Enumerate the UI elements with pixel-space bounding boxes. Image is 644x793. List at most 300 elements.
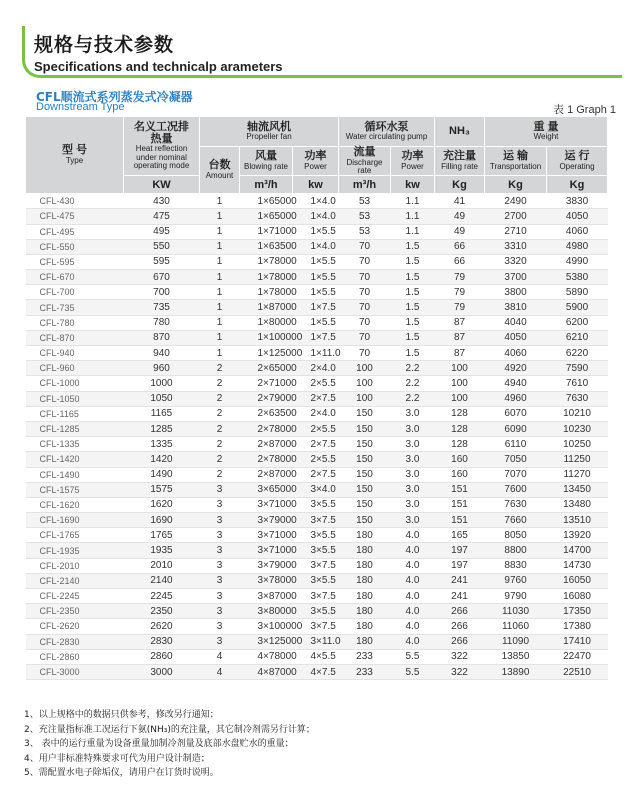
cell-fan-power: 2×7.5 — [293, 437, 339, 452]
cell-filling-rate: 151 — [435, 497, 485, 512]
cell-heat: 2830 — [124, 634, 200, 649]
cell-blowing-rate: 2×79000 — [240, 391, 293, 406]
cell-operating-weight: 4990 — [547, 254, 608, 269]
cell-fan-power: 2×5.5 — [293, 421, 339, 436]
cell-blowing-rate: 3×71000 — [240, 497, 293, 512]
cell-blowing-rate: 2×87000 — [240, 437, 293, 452]
cell-fan-power: 2×5.5 — [293, 376, 339, 391]
header-filling-rate: 充注量 Filling rate — [435, 147, 485, 176]
cell-fan-power: 4×5.5 — [293, 649, 339, 664]
table-row — [26, 194, 608, 209]
cell-model: CFL-2245 — [26, 589, 124, 604]
cell-heat: 475 — [124, 209, 200, 224]
cell-amount: 2 — [200, 391, 240, 406]
cell-filling-rate: 66 — [435, 239, 485, 254]
cell-operating-weight: 5890 — [547, 285, 608, 300]
cell-discharge-rate: 70 — [339, 330, 391, 345]
cell-model: CFL-1575 — [26, 482, 124, 497]
cell-amount: 3 — [200, 513, 240, 528]
cell-blowing-rate: 4×87000 — [240, 664, 293, 679]
cell-filling-rate: 100 — [435, 376, 485, 391]
cell-pump-power: 1.1 — [391, 224, 435, 239]
header-weight: 重 量 Weight — [485, 117, 608, 147]
table-row — [26, 589, 608, 604]
cell-amount: 1 — [200, 254, 240, 269]
cell-fan-power: 3×7.5 — [293, 513, 339, 528]
cell-blowing-rate: 3×71000 — [240, 543, 293, 558]
cell-filling-rate: 266 — [435, 634, 485, 649]
cell-blowing-rate: 1×78000 — [240, 270, 293, 285]
cell-discharge-rate: 70 — [339, 270, 391, 285]
cell-model: CFL-1935 — [26, 543, 124, 558]
cell-filling-rate: 87 — [435, 330, 485, 345]
cell-discharge-rate: 150 — [339, 513, 391, 528]
cell-model: CFL-700 — [26, 285, 124, 300]
cell-discharge-rate: 150 — [339, 482, 391, 497]
cell-amount: 1 — [200, 209, 240, 224]
cell-amount: 1 — [200, 239, 240, 254]
cell-heat: 735 — [124, 300, 200, 315]
cell-operating-weight: 17380 — [547, 619, 608, 634]
table-row — [26, 330, 608, 345]
cell-model: CFL-780 — [26, 315, 124, 330]
cell-operating-weight: 4060 — [547, 224, 608, 239]
cell-amount: 3 — [200, 634, 240, 649]
table-row — [26, 406, 608, 421]
cell-operating-weight: 17350 — [547, 604, 608, 619]
header-nh3: NH₃ — [435, 117, 485, 147]
cell-pump-power: 2.2 — [391, 361, 435, 376]
cell-pump-power: 3.0 — [391, 482, 435, 497]
cell-pump-power: 3.0 — [391, 452, 435, 467]
cell-discharge-rate: 180 — [339, 528, 391, 543]
cell-amount: 1 — [200, 224, 240, 239]
cell-amount: 3 — [200, 558, 240, 573]
cell-model: CFL-1690 — [26, 513, 124, 528]
table-row — [26, 361, 608, 376]
cell-amount: 3 — [200, 619, 240, 634]
cell-amount: 2 — [200, 361, 240, 376]
cell-blowing-rate: 1×63500 — [240, 239, 293, 254]
cell-model: CFL-1490 — [26, 467, 124, 482]
cell-discharge-rate: 53 — [339, 224, 391, 239]
table-row — [26, 634, 608, 649]
cell-filling-rate: 41 — [435, 194, 485, 209]
cell-blowing-rate: 4×78000 — [240, 649, 293, 664]
cell-discharge-rate: 180 — [339, 543, 391, 558]
cell-discharge-rate: 53 — [339, 194, 391, 209]
notes-list — [24, 708, 315, 781]
cell-transport-weight: 6070 — [485, 406, 547, 421]
table-row — [26, 543, 608, 558]
cell-amount: 2 — [200, 467, 240, 482]
cell-heat: 2010 — [124, 558, 200, 573]
cell-operating-weight: 4980 — [547, 239, 608, 254]
cell-heat: 430 — [124, 194, 200, 209]
cell-heat: 1490 — [124, 467, 200, 482]
cell-operating-weight: 7610 — [547, 376, 608, 391]
cell-pump-power: 1.5 — [391, 285, 435, 300]
cell-discharge-rate: 233 — [339, 664, 391, 679]
note-item: 4、用户非标准特殊要求可代为用户设计制造； — [24, 753, 210, 764]
cell-pump-power: 3.0 — [391, 437, 435, 452]
cell-pump-power: 1.5 — [391, 254, 435, 269]
cell-discharge-rate: 100 — [339, 361, 391, 376]
table-row — [26, 467, 608, 482]
table-row — [26, 391, 608, 406]
cell-filling-rate: 322 — [435, 664, 485, 679]
cell-model: CFL-1000 — [26, 376, 124, 391]
cell-amount: 1 — [200, 300, 240, 315]
cell-model: CFL-475 — [26, 209, 124, 224]
cell-filling-rate: 49 — [435, 224, 485, 239]
cell-heat: 1620 — [124, 497, 200, 512]
cell-amount: 2 — [200, 421, 240, 436]
cell-model: CFL-1285 — [26, 421, 124, 436]
cell-discharge-rate: 70 — [339, 254, 391, 269]
cell-model: CFL-2010 — [26, 558, 124, 573]
cell-transport-weight: 4960 — [485, 391, 547, 406]
cell-transport-weight: 4060 — [485, 346, 547, 361]
unit-pump-power: kw — [391, 176, 435, 194]
note-item: 1、以上规格中的数据只供参考，修改另行通知； — [24, 710, 219, 720]
table-row — [26, 315, 608, 330]
note-item: 3、 表中的运行重量为设备重量加制冷剂量及底部水盘贮水的重量； — [24, 739, 294, 749]
cell-blowing-rate: 2×65000 — [240, 361, 293, 376]
cell-filling-rate: 128 — [435, 421, 485, 436]
table-row — [26, 573, 608, 588]
cell-transport-weight: 8050 — [485, 528, 547, 543]
cell-transport-weight: 4920 — [485, 361, 547, 376]
unit-discharge-rate: m³/h — [339, 176, 391, 194]
cell-operating-weight: 7590 — [547, 361, 608, 376]
cell-pump-power: 1.1 — [391, 209, 435, 224]
cell-model: CFL-960 — [26, 361, 124, 376]
cell-pump-power: 4.0 — [391, 634, 435, 649]
cell-filling-rate: 266 — [435, 619, 485, 634]
cell-transport-weight: 3700 — [485, 270, 547, 285]
table-row — [26, 254, 608, 269]
cell-filling-rate: 160 — [435, 452, 485, 467]
cell-transport-weight: 7660 — [485, 513, 547, 528]
cell-blowing-rate: 3×87000 — [240, 589, 293, 604]
cell-amount: 3 — [200, 589, 240, 604]
cell-fan-power: 1×11.0 — [293, 346, 339, 361]
cell-filling-rate: 79 — [435, 300, 485, 315]
cell-model: CFL-1765 — [26, 528, 124, 543]
cell-pump-power: 5.5 — [391, 649, 435, 664]
cell-pump-power: 3.0 — [391, 406, 435, 421]
cell-fan-power: 1×5.5 — [293, 270, 339, 285]
cell-pump-power: 3.0 — [391, 467, 435, 482]
cell-pump-power: 1.5 — [391, 300, 435, 315]
cell-filling-rate: 79 — [435, 285, 485, 300]
cell-heat: 3000 — [124, 664, 200, 679]
table-row — [26, 604, 608, 619]
cell-filling-rate: 160 — [435, 467, 485, 482]
cell-heat: 1420 — [124, 452, 200, 467]
cell-pump-power: 4.0 — [391, 558, 435, 573]
cell-amount: 2 — [200, 452, 240, 467]
cell-heat: 940 — [124, 346, 200, 361]
cell-transport-weight: 3800 — [485, 285, 547, 300]
cell-fan-power: 1×5.5 — [293, 224, 339, 239]
cell-pump-power: 4.0 — [391, 619, 435, 634]
cell-discharge-rate: 150 — [339, 497, 391, 512]
header-model: 型 号 Type — [26, 117, 124, 194]
graph-label: 表 1 Graph 1 — [553, 104, 616, 116]
cell-operating-weight: 13510 — [547, 513, 608, 528]
cell-discharge-rate: 100 — [339, 376, 391, 391]
cell-fan-power: 1×5.5 — [293, 285, 339, 300]
table-row — [26, 513, 608, 528]
cell-filling-rate: 128 — [435, 437, 485, 452]
cell-pump-power: 4.0 — [391, 573, 435, 588]
cell-fan-power: 2×4.0 — [293, 406, 339, 421]
cell-model: CFL-2620 — [26, 619, 124, 634]
cell-discharge-rate: 70 — [339, 300, 391, 315]
cell-pump-power: 1.1 — [391, 194, 435, 209]
spec-table-body — [26, 194, 608, 680]
cell-heat: 870 — [124, 330, 200, 345]
note-item: 5、需配置水电子除垢仪，请用户在订货时说明。 — [24, 768, 219, 778]
table-row — [26, 497, 608, 512]
cell-amount: 1 — [200, 346, 240, 361]
unit-operating: Kg — [547, 176, 608, 194]
cell-fan-power: 1×4.0 — [293, 239, 339, 254]
unit-transportation: Kg — [485, 176, 547, 194]
cell-amount: 1 — [200, 270, 240, 285]
cell-model: CFL-595 — [26, 254, 124, 269]
cell-filling-rate: 241 — [435, 573, 485, 588]
cell-pump-power: 4.0 — [391, 589, 435, 604]
cell-transport-weight: 11090 — [485, 634, 547, 649]
table-row — [26, 270, 608, 285]
page-title-english: Specifications and technicalp arameters — [34, 59, 283, 74]
cell-filling-rate: 79 — [435, 270, 485, 285]
cell-transport-weight: 8830 — [485, 558, 547, 573]
cell-model: CFL-1050 — [26, 391, 124, 406]
cell-discharge-rate: 150 — [339, 406, 391, 421]
cell-heat: 2350 — [124, 604, 200, 619]
spec-table — [25, 116, 608, 680]
cell-transport-weight: 13850 — [485, 649, 547, 664]
cell-fan-power: 2×5.5 — [293, 452, 339, 467]
unit-fan-power: kw — [293, 176, 339, 194]
cell-transport-weight: 7630 — [485, 497, 547, 512]
cell-transport-weight: 9790 — [485, 589, 547, 604]
cell-blowing-rate: 2×71000 — [240, 376, 293, 391]
cell-operating-weight: 22470 — [547, 649, 608, 664]
cell-filling-rate: 100 — [435, 361, 485, 376]
cell-operating-weight: 13450 — [547, 482, 608, 497]
cell-operating-weight: 22510 — [547, 664, 608, 679]
table-row — [26, 649, 608, 664]
cell-pump-power: 3.0 — [391, 513, 435, 528]
note-item: 2、充注量指标准工况运行下氨(NH₃)的充注量，其它制冷剂需另行计算； — [24, 724, 315, 735]
cell-transport-weight: 4050 — [485, 330, 547, 345]
cell-pump-power: 1.5 — [391, 315, 435, 330]
cell-fan-power: 3×7.5 — [293, 558, 339, 573]
cell-discharge-rate: 70 — [339, 315, 391, 330]
cell-heat: 2620 — [124, 619, 200, 634]
cell-blowing-rate: 3×71000 — [240, 528, 293, 543]
table-row — [26, 482, 608, 497]
cell-discharge-rate: 150 — [339, 421, 391, 436]
cell-transport-weight: 3810 — [485, 300, 547, 315]
cell-blowing-rate: 2×78000 — [240, 452, 293, 467]
cell-model: CFL-2140 — [26, 573, 124, 588]
cell-heat: 700 — [124, 285, 200, 300]
cell-blowing-rate: 1×100000 — [240, 330, 293, 345]
table-row — [26, 300, 608, 315]
cell-model: CFL-2860 — [26, 649, 124, 664]
cell-amount: 1 — [200, 194, 240, 209]
header-discharge-rate: 流量 Discharge rate — [339, 147, 391, 176]
header-fan-power: 功率 Power — [293, 147, 339, 176]
table-row — [26, 376, 608, 391]
cell-model: CFL-735 — [26, 300, 124, 315]
cell-fan-power: 3×5.5 — [293, 573, 339, 588]
cell-discharge-rate: 70 — [339, 239, 391, 254]
cell-discharge-rate: 180 — [339, 619, 391, 634]
cell-operating-weight: 6200 — [547, 315, 608, 330]
cell-operating-weight: 10230 — [547, 421, 608, 436]
cell-discharge-rate: 150 — [339, 452, 391, 467]
cell-amount: 3 — [200, 573, 240, 588]
cell-filling-rate: 151 — [435, 513, 485, 528]
cell-pump-power: 1.5 — [391, 346, 435, 361]
cell-fan-power: 3×5.5 — [293, 543, 339, 558]
cell-pump-power: 1.5 — [391, 330, 435, 345]
table-row — [26, 452, 608, 467]
cell-blowing-rate: 2×63500 — [240, 406, 293, 421]
cell-fan-power: 3×4.0 — [293, 482, 339, 497]
cell-operating-weight: 13480 — [547, 497, 608, 512]
cell-amount: 1 — [200, 315, 240, 330]
cell-fan-power: 3×5.5 — [293, 528, 339, 543]
cell-pump-power: 3.0 — [391, 421, 435, 436]
cell-discharge-rate: 100 — [339, 391, 391, 406]
table-row — [26, 209, 608, 224]
table-row — [26, 285, 608, 300]
cell-pump-power: 2.2 — [391, 391, 435, 406]
cell-heat: 2860 — [124, 649, 200, 664]
cell-amount: 3 — [200, 543, 240, 558]
cell-transport-weight: 11060 — [485, 619, 547, 634]
cell-discharge-rate: 180 — [339, 634, 391, 649]
cell-heat: 1165 — [124, 406, 200, 421]
cell-model: CFL-3000 — [26, 664, 124, 679]
cell-fan-power: 1×7.5 — [293, 300, 339, 315]
cell-blowing-rate: 3×80000 — [240, 604, 293, 619]
cell-fan-power: 1×5.5 — [293, 254, 339, 269]
cell-blowing-rate: 1×65000 — [240, 209, 293, 224]
cell-fan-power: 3×7.5 — [293, 619, 339, 634]
cell-fan-power: 4×7.5 — [293, 664, 339, 679]
cell-discharge-rate: 53 — [339, 209, 391, 224]
cell-heat: 1575 — [124, 482, 200, 497]
cell-transport-weight: 6110 — [485, 437, 547, 452]
cell-model: CFL-1420 — [26, 452, 124, 467]
cell-filling-rate: 197 — [435, 558, 485, 573]
cell-pump-power: 3.0 — [391, 497, 435, 512]
cell-filling-rate: 151 — [435, 482, 485, 497]
cell-blowing-rate: 1×87000 — [240, 300, 293, 315]
cell-blowing-rate: 3×79000 — [240, 558, 293, 573]
cell-model: CFL-1620 — [26, 497, 124, 512]
section-subtitle-english: Downstream Type — [36, 101, 125, 113]
cell-operating-weight: 5900 — [547, 300, 608, 315]
cell-amount: 2 — [200, 376, 240, 391]
cell-heat: 2245 — [124, 589, 200, 604]
cell-transport-weight: 2710 — [485, 224, 547, 239]
cell-blowing-rate: 3×65000 — [240, 482, 293, 497]
cell-filling-rate: 322 — [435, 649, 485, 664]
cell-fan-power: 2×4.0 — [293, 361, 339, 376]
cell-heat: 2140 — [124, 573, 200, 588]
unit-filling-rate: Kg — [435, 176, 485, 194]
cell-transport-weight: 7050 — [485, 452, 547, 467]
table-row — [26, 224, 608, 239]
unit-blowing-rate: m³/h — [240, 176, 293, 194]
cell-discharge-rate: 180 — [339, 573, 391, 588]
cell-amount: 3 — [200, 482, 240, 497]
cell-model: CFL-670 — [26, 270, 124, 285]
cell-heat: 670 — [124, 270, 200, 285]
cell-model: CFL-550 — [26, 239, 124, 254]
cell-amount: 1 — [200, 285, 240, 300]
cell-operating-weight: 14730 — [547, 558, 608, 573]
cell-amount: 3 — [200, 604, 240, 619]
cell-model: CFL-495 — [26, 224, 124, 239]
cell-pump-power: 4.0 — [391, 543, 435, 558]
cell-heat: 1765 — [124, 528, 200, 543]
cell-operating-weight: 10210 — [547, 406, 608, 421]
page-title: 规格与技术参数 — [34, 34, 175, 56]
table-row — [26, 558, 608, 573]
cell-filling-rate: 49 — [435, 209, 485, 224]
cell-blowing-rate: 2×87000 — [240, 467, 293, 482]
cell-pump-power: 4.0 — [391, 604, 435, 619]
cell-heat: 595 — [124, 254, 200, 269]
cell-model: CFL-870 — [26, 330, 124, 345]
cell-heat: 1335 — [124, 437, 200, 452]
cell-heat: 550 — [124, 239, 200, 254]
cell-fan-power: 1×4.0 — [293, 209, 339, 224]
cell-filling-rate: 87 — [435, 346, 485, 361]
cell-operating-weight: 17410 — [547, 634, 608, 649]
cell-blowing-rate: 1×65000 — [240, 194, 293, 209]
cell-fan-power: 1×7.5 — [293, 330, 339, 345]
cell-transport-weight: 3320 — [485, 254, 547, 269]
section-subtitle: CFL顺流式系列蒸发式冷凝器 — [36, 90, 193, 104]
cell-model: CFL-2350 — [26, 604, 124, 619]
cell-transport-weight: 2700 — [485, 209, 547, 224]
cell-fan-power: 2×7.5 — [293, 391, 339, 406]
cell-operating-weight: 11250 — [547, 452, 608, 467]
cell-operating-weight: 4050 — [547, 209, 608, 224]
cell-operating-weight: 3830 — [547, 194, 608, 209]
cell-blowing-rate: 1×78000 — [240, 285, 293, 300]
table-row — [26, 437, 608, 452]
cell-blowing-rate: 1×78000 — [240, 254, 293, 269]
cell-discharge-rate: 180 — [339, 589, 391, 604]
table-row — [26, 346, 608, 361]
cell-filling-rate: 100 — [435, 391, 485, 406]
cell-operating-weight: 13920 — [547, 528, 608, 543]
cell-amount: 2 — [200, 437, 240, 452]
